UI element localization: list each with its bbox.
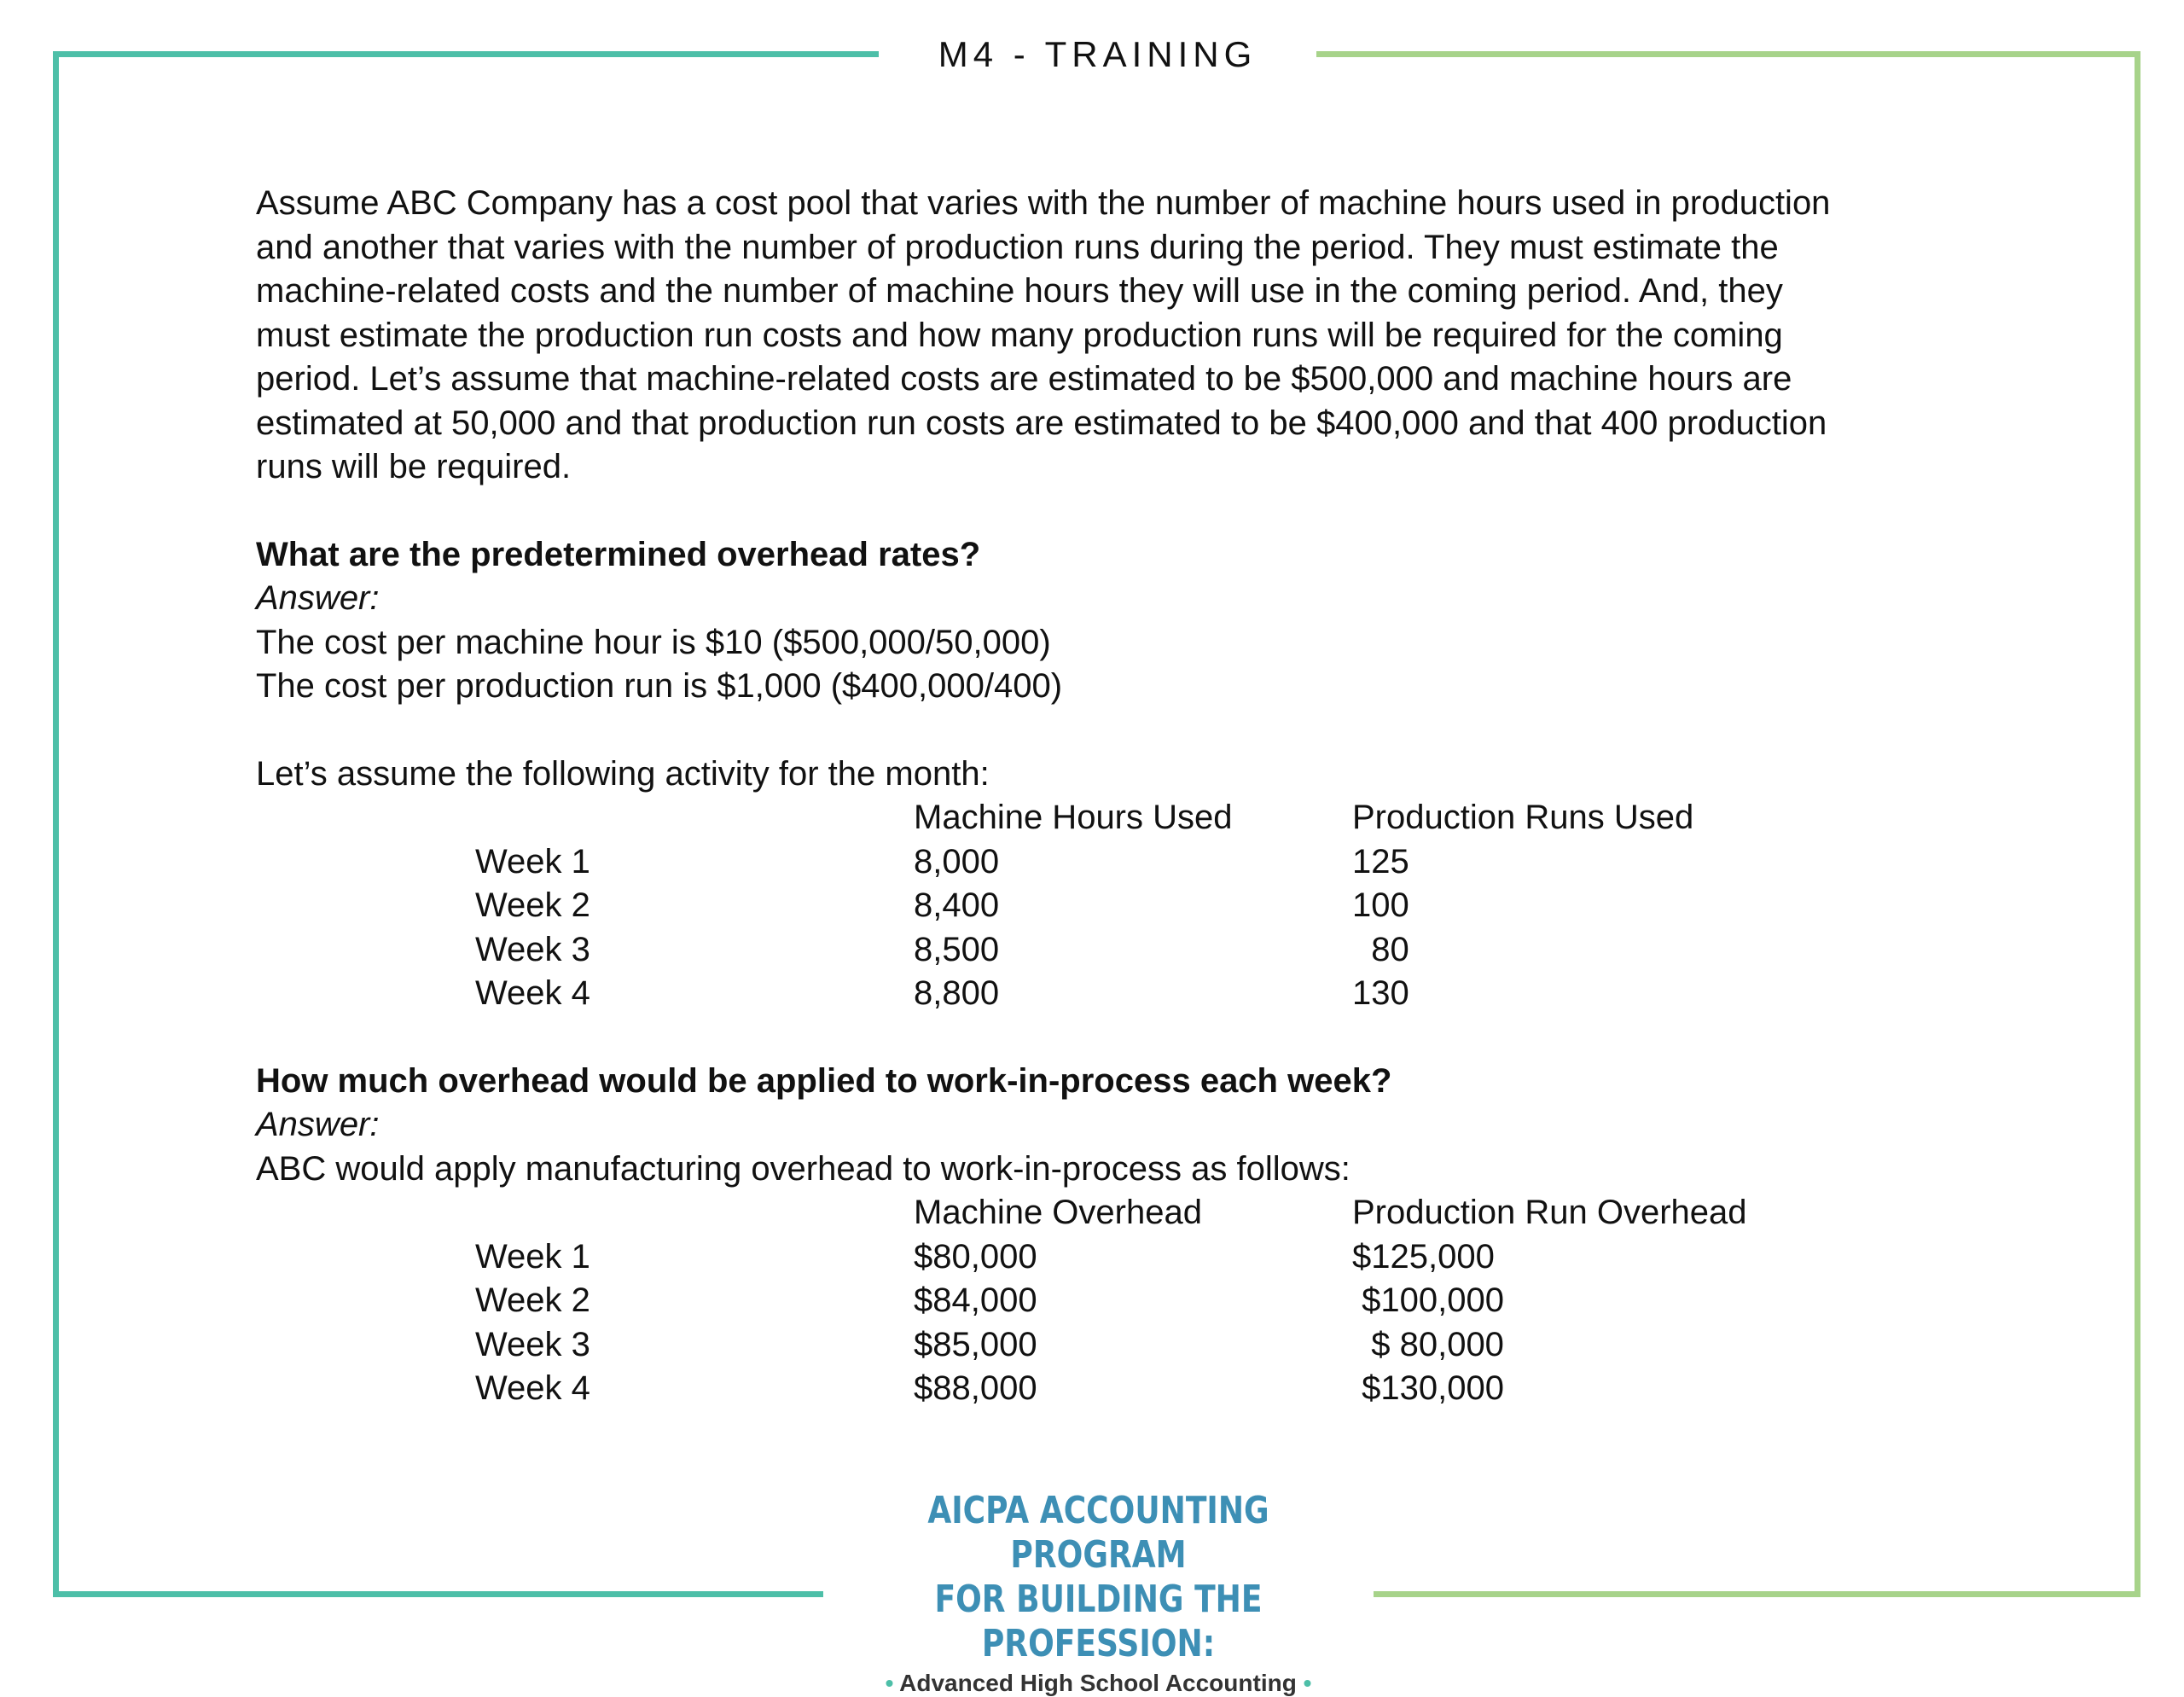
- table-row: [256, 1235, 1979, 1280]
- machine-overhead-cell: $85,000: [914, 1325, 1037, 1363]
- week-label: Week 3: [475, 1325, 590, 1363]
- bullet-icon: •: [1303, 1670, 1312, 1696]
- aicpa-logo: [823, 1489, 1374, 1697]
- column-header: Production Runs Used: [1352, 799, 1694, 836]
- answer-label: Answer:: [256, 1106, 380, 1143]
- intro-line: machine-related costs and the number of machine hours they will use in the coming period. And, they: [256, 272, 1783, 310]
- answer-label: Answer:: [256, 579, 380, 617]
- machine-hours-cell: 8,500: [914, 930, 1000, 968]
- intro-line: period. Let’s assume that machine-related costs are estimated to be $500,000 and machine hours are: [256, 360, 1792, 398]
- table-row: [256, 1323, 1979, 1368]
- question-overhead-rates: What are the predetermined overhead rates?: [256, 535, 981, 573]
- bullet-icon: •: [885, 1670, 894, 1696]
- question-applied-overhead: How much overhead would be applied to work-in-process each week?: [256, 1061, 1392, 1100]
- intro-line: must estimate the production run costs and how many production runs will be required for the coming: [256, 316, 1783, 354]
- activity-intro: Let’s assume the following activity for the month:: [256, 754, 990, 793]
- runs-cell: 80: [1352, 930, 1409, 968]
- frame-top-left: [53, 51, 879, 57]
- logo-subtitle: Advanced High School Accounting: [899, 1670, 1297, 1696]
- week-label: Week 3: [475, 930, 590, 968]
- activity-table: [256, 796, 1979, 1016]
- machine-overhead-cell: $80,000: [914, 1237, 1037, 1276]
- week-label: Week 2: [475, 886, 590, 924]
- table-row: [256, 1367, 1979, 1411]
- table-row: [256, 1279, 1979, 1323]
- intro-line: estimated at 50,000 and that production run costs are estimated to be $400,000 and that 400 production: [256, 404, 1827, 442]
- machine-hours-cell: 8,800: [914, 974, 1000, 1012]
- week-label: Week 4: [475, 1369, 590, 1407]
- frame-right: [2135, 51, 2140, 1597]
- answer-line: The cost per production run is $1,000 ($400,000/400): [256, 667, 1063, 705]
- logo-subtitle-row: [823, 1670, 1374, 1697]
- table-row: [256, 884, 1979, 928]
- table-row: [256, 972, 1979, 1016]
- runs-cell: 125: [1352, 842, 1409, 880]
- column-header: Machine Overhead: [914, 1194, 1202, 1231]
- week-label: Week 1: [475, 1237, 590, 1276]
- run-overhead-cell: $130,000: [1352, 1369, 1504, 1407]
- week-label: Week 2: [475, 1281, 590, 1319]
- page-title: M4 - TRAINING: [938, 34, 1258, 74]
- machine-overhead-cell: $88,000: [914, 1369, 1037, 1407]
- document-body: [256, 182, 1979, 1411]
- table-row: [256, 840, 1979, 885]
- table-header-row: [256, 796, 1979, 840]
- frame-left: [53, 51, 59, 1597]
- overhead-table: [256, 1191, 1979, 1411]
- frame-top-right: [1316, 51, 2140, 57]
- intro-line: and another that varies with the number of production runs during the period. They must estimate the: [256, 228, 1779, 266]
- week-label: Week 1: [475, 842, 590, 880]
- table-header-row: [256, 1191, 1979, 1235]
- column-header: Production Run Overhead: [1352, 1194, 1747, 1231]
- machine-hours-cell: 8,400: [914, 886, 1000, 924]
- run-overhead-cell: $100,000: [1352, 1281, 1504, 1319]
- intro-line: runs will be required.: [256, 448, 572, 485]
- machine-overhead-cell: $84,000: [914, 1281, 1037, 1319]
- run-overhead-cell: $125,000: [1352, 1237, 1495, 1276]
- intro-paragraph: [256, 182, 1979, 490]
- runs-cell: 100: [1352, 886, 1409, 924]
- week-label: Week 4: [475, 974, 590, 1012]
- run-overhead-cell: $ 80,000: [1352, 1325, 1504, 1363]
- logo-line-1: AICPA ACCOUNTING PROGRAM: [927, 1489, 1269, 1577]
- column-header: Machine Hours Used: [914, 799, 1233, 836]
- machine-hours-cell: 8,000: [914, 842, 1000, 880]
- intro-line: Assume ABC Company has a cost pool that varies with the number of machine hours used in production: [256, 184, 1831, 222]
- answer-line: The cost per machine hour is $10 ($500,000/50,000): [256, 623, 1051, 661]
- frame-bottom-left: [53, 1591, 823, 1597]
- runs-cell: 130: [1352, 974, 1409, 1012]
- answer-intro: ABC would apply manufacturing overhead to work-in-process as follows:: [256, 1149, 1350, 1188]
- logo-line-2: FOR BUILDING THE PROFESSION:: [934, 1578, 1263, 1665]
- table-row: [256, 928, 1979, 973]
- frame-bottom-right: [1374, 1591, 2140, 1597]
